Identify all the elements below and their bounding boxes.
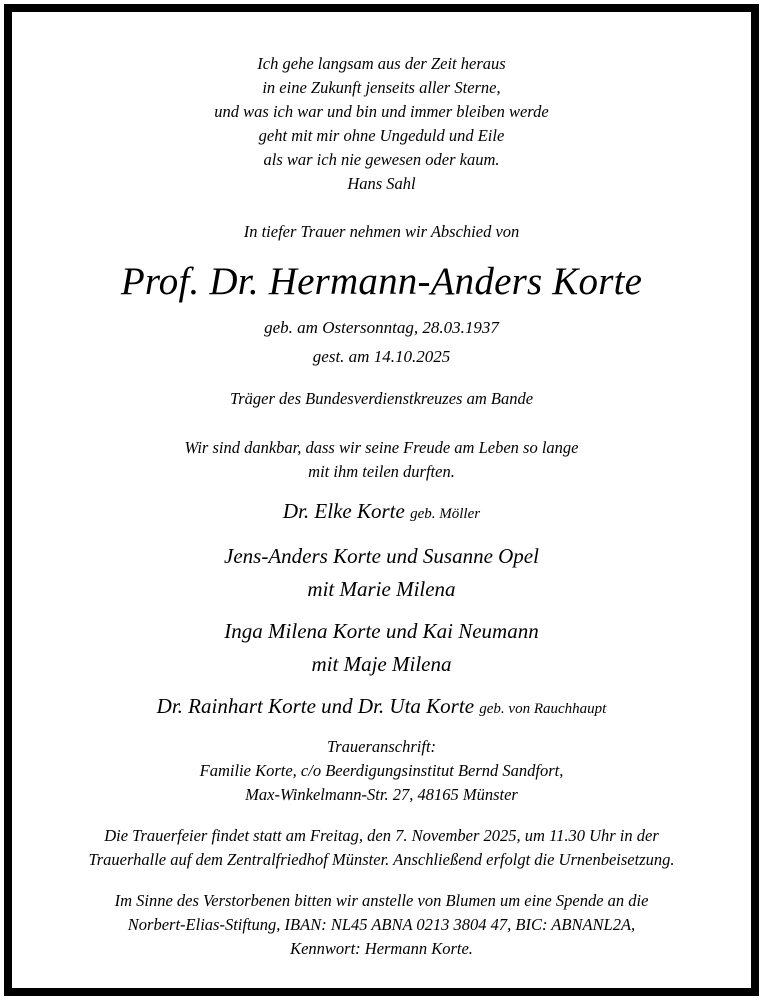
mourner-name: Jens-Anders Korte und Susanne Opel bbox=[224, 544, 539, 568]
poem-line: Ich gehe langsam aus der Zeit heraus bbox=[257, 54, 506, 73]
thanks-text bbox=[12, 436, 751, 484]
honor-text: Träger des Bundesverdienstkreuzes am Bande bbox=[229, 389, 534, 408]
poem-line: und was ich war und bin und immer bleiben werde bbox=[214, 102, 549, 121]
mourner-group bbox=[12, 540, 751, 606]
mourner-name: Inga Milena Korte und Kai Neumann bbox=[224, 619, 539, 643]
address-line: Max-Winkelmann-Str. 27, 48165 Münster bbox=[245, 785, 518, 804]
mourner-group bbox=[12, 690, 751, 726]
obituary-notice bbox=[12, 12, 751, 988]
ceremony-info bbox=[12, 824, 751, 872]
mourning-address bbox=[12, 735, 751, 807]
poem-line: als war ich nie gewesen oder kaum. bbox=[263, 150, 500, 169]
mourner-group bbox=[12, 495, 751, 531]
poem-line: geht mit mir ohne Ungeduld und Eile bbox=[258, 126, 505, 145]
donation-line: Im Sinne des Verstorbenen bitten wir anstelle von Blumen um eine Spende an die bbox=[114, 891, 649, 910]
ceremony-line: Trauerhalle auf dem Zentralfriedhof Münster. Anschließend erfolgt die Urnenbeisetzung. bbox=[88, 850, 675, 869]
donation-line: Norbert-Elias-Stiftung, IBAN: NL45 ABNA 0213 3804 47, BIC: ABNANL2A, bbox=[127, 915, 636, 934]
address-line: Familie Korte, c/o Beerdigungsinstitut Bernd Sandfort, bbox=[199, 761, 564, 780]
birth-date: geb. am Ostersonntag, 28.03.1937 bbox=[264, 318, 499, 337]
mourner-note: geb. von Rauchhaupt bbox=[479, 701, 607, 717]
death-date: gest. am 14.10.2025 bbox=[312, 347, 451, 366]
poem bbox=[12, 52, 751, 196]
mourner-name: mit Marie Milena bbox=[307, 577, 456, 601]
address-label: Traueranschrift: bbox=[326, 737, 437, 756]
deceased-name: Prof. Dr. Hermann-Anders Korte bbox=[120, 260, 643, 303]
poem-line: in eine Zukunft jenseits aller Sterne, bbox=[262, 78, 501, 97]
mourner-note: geb. Möller bbox=[410, 506, 481, 522]
thanks-line: mit ihm teilen durften. bbox=[308, 462, 455, 481]
poem-author: Hans Sahl bbox=[347, 174, 416, 193]
intro-text: In tiefer Trauer nehmen wir Abschied von bbox=[243, 222, 520, 241]
mourner-group bbox=[12, 615, 751, 681]
donation-request bbox=[12, 889, 751, 961]
mourner-name: Dr. Elke Korte bbox=[282, 499, 405, 523]
thanks-line: Wir sind dankbar, dass wir seine Freude am Leben so lange bbox=[184, 438, 579, 457]
mourners-list bbox=[12, 495, 751, 735]
ceremony-line: Die Trauerfeier findet statt am Freitag, den 7. November 2025, um 11.30 Uhr in der bbox=[104, 826, 659, 845]
notice-frame bbox=[4, 4, 759, 996]
donation-line: Kennwort: Hermann Korte. bbox=[290, 939, 473, 958]
mourner-name: Dr. Rainhart Korte und Dr. Uta Korte bbox=[156, 694, 475, 718]
mourner-name: mit Maje Milena bbox=[311, 652, 452, 676]
